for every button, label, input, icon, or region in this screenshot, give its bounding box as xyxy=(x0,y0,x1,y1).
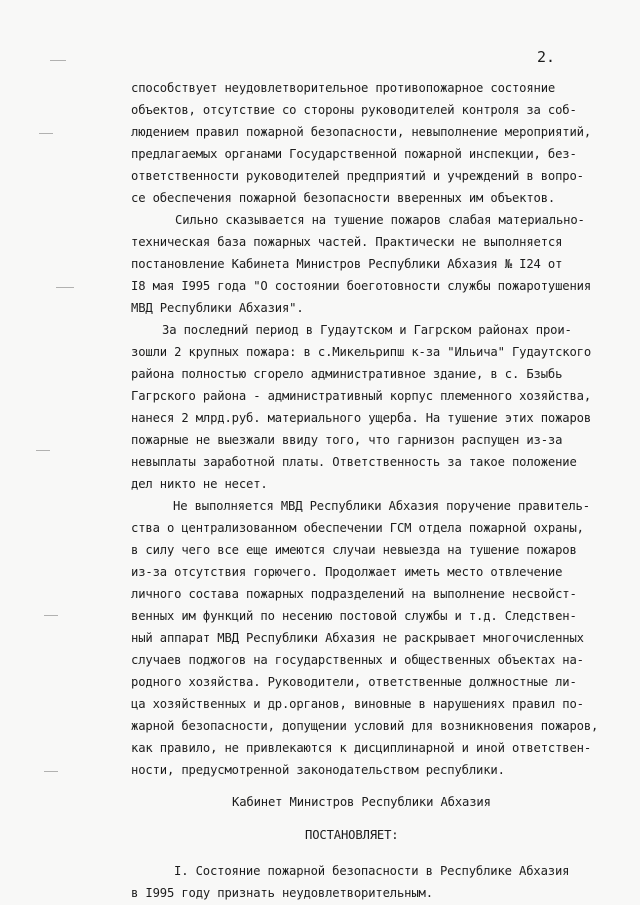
text-line: жарной безопасности, допущении условий для возникновения пожаров, xyxy=(131,719,599,733)
page-number: 2. xyxy=(537,48,556,66)
scan-artifact xyxy=(56,287,74,288)
text-line: дел никто не несет. xyxy=(131,477,268,491)
text-line: Сильно сказывается на тушение пожаров слабая материально- xyxy=(175,213,585,227)
text-line: венных им функций по несению постовой службы и т.д. Следствен- xyxy=(131,609,577,623)
text-line: района полностью сгорело административное здание, в с. Бзыбь xyxy=(131,367,563,381)
text-line: ответственности руководителей предприятий и учреждений в вопро- xyxy=(131,169,584,183)
text-line: родного хозяйства. Руководители, ответственные должностные ли- xyxy=(131,675,577,689)
text-line: невыплаты заработной платы. Ответственность за такое положение xyxy=(131,455,577,469)
text-line: техническая база пожарных частей. Практически не выполняется xyxy=(131,235,563,249)
text-line: ный аппарат МВД Республики Абхазия не раскрывает многочисленных xyxy=(131,631,584,645)
scan-artifact xyxy=(36,450,50,451)
text-line: личного состава пожарных подразделений на выполнение несвойст- xyxy=(131,587,577,601)
text-line: Гагрского района - административный корпус племенного хозяйства, xyxy=(131,389,591,403)
text-line: как правило, не привлекаются к дисциплинарной и иной ответствен- xyxy=(131,741,591,755)
text-line: се обеспечения пожарной безопасности вверенных им объектов. xyxy=(131,191,556,205)
scan-artifact xyxy=(44,771,58,772)
text-line: предлагаемых органами Государственной пожарной инспекции, без- xyxy=(131,147,577,161)
resolves-heading: ПОСТАНОВЛЯЕТ: xyxy=(305,828,399,842)
item-1-line: I. Состояние пожарной безопасности в Республике Абхазия xyxy=(174,864,570,878)
text-line: I8 мая I995 года "О состоянии боеготовности службы пожаротушения xyxy=(131,279,591,293)
text-line: ства о централизованном обеспечении ГСМ отдела пожарной охраны, xyxy=(131,521,584,535)
text-line: людением правил пожарной безопасности, невыполнение мероприятий, xyxy=(131,125,591,139)
text-line: нанеся 2 млрд.руб. материального ущерба. На тушение этих пожаров xyxy=(131,411,591,425)
text-line: способствует неудовлетворительное противопожарное состояние xyxy=(131,81,556,95)
text-line: объектов, отсутствие со стороны руководителей контроля за соб- xyxy=(131,103,577,117)
text-line: зошли 2 крупных пожара: в с.Микельрипш к-за "Ильича" Гудаутского xyxy=(131,345,591,359)
scan-artifact xyxy=(39,133,53,134)
text-line: ности, предусмотренной законодательством республики. xyxy=(131,763,505,777)
text-line: Не выполняется МВД Республики Абхазия поручение правитель- xyxy=(173,499,590,513)
scan-artifact xyxy=(50,60,66,61)
text-line: ца хозяйственных и др.органов, виновные в нарушениях правил по- xyxy=(131,697,584,711)
text-line: пожарные не выезжали ввиду того, что гарнизон распущен из-за xyxy=(131,433,563,447)
text-line: МВД Республики Абхазия". xyxy=(131,301,304,315)
scan-artifact xyxy=(44,615,58,616)
text-line: из-за отсутствия горючего. Продолжает иметь место отвлечение xyxy=(131,565,563,579)
text-line: случаев поджогов на государственных и общественных объектах на- xyxy=(131,653,584,667)
text-line: За последний период в Гудаутском и Гагрском районах прои- xyxy=(162,323,572,337)
issuer-line: Кабинет Министров Республики Абхазия xyxy=(232,795,491,809)
text-line: постановление Кабинета Министров Республики Абхазия № I24 от xyxy=(131,257,563,271)
text-line: в силу чего все еще имеются случаи невыезда на тушение пожаров xyxy=(131,543,577,557)
item-1-line: в I995 году признать неудовлетворительным. xyxy=(131,886,433,900)
